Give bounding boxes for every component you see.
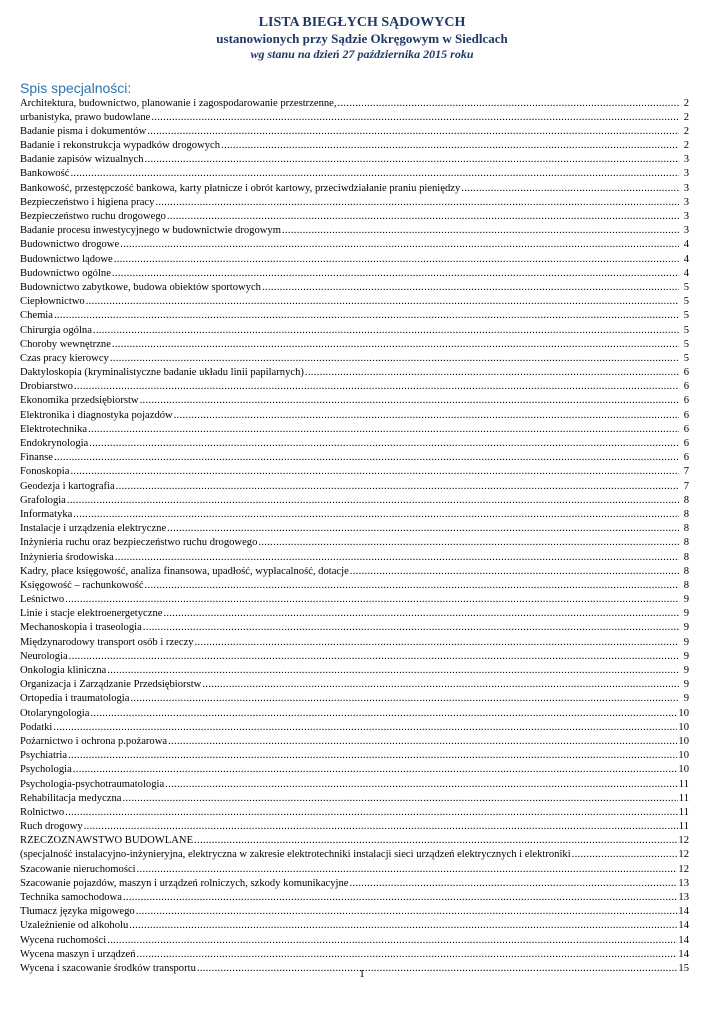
toc-entry[interactable] xyxy=(20,621,689,635)
toc-leader-dots xyxy=(258,536,679,550)
toc-entry-page: 12 xyxy=(678,863,689,875)
toc-entry[interactable] xyxy=(20,380,689,394)
toc-leader-dots xyxy=(54,309,679,323)
toc-entry[interactable] xyxy=(20,508,689,522)
toc-entry-label: Ciepłownictwo xyxy=(20,296,85,308)
toc-leader-dots xyxy=(147,125,679,139)
toc-entry-page: 3 xyxy=(683,168,689,180)
toc-leader-dots xyxy=(145,579,679,593)
document-subtitle: ustanowionych przy Sądzie Okręgowym w Siedlcach xyxy=(216,31,508,46)
table-of-contents xyxy=(20,97,689,977)
toc-leader-dots xyxy=(115,551,679,565)
toc-entry[interactable] xyxy=(20,210,689,224)
toc-entry[interactable] xyxy=(20,806,689,820)
toc-entry-label: Geodezja i kartografia xyxy=(20,480,115,492)
toc-entry[interactable] xyxy=(20,664,689,678)
toc-entry-page: 11 xyxy=(678,821,689,833)
toc-entry-label: Badanie pisma i dokumentów xyxy=(20,125,147,137)
toc-entry[interactable] xyxy=(20,423,689,437)
toc-leader-dots xyxy=(65,593,679,607)
toc-leader-dots xyxy=(461,182,679,196)
toc-entry[interactable] xyxy=(20,366,689,380)
toc-entry[interactable] xyxy=(20,451,689,465)
toc-entry-label: Bezpieczeństwo ruchu drogowego xyxy=(20,211,166,222)
toc-leader-dots xyxy=(74,380,679,394)
toc-leader-dots xyxy=(221,139,679,153)
toc-entry[interactable] xyxy=(20,607,689,621)
toc-entry-label: Linie i stacje elektroenergetyczne xyxy=(20,608,163,620)
toc-entry-page: 9 xyxy=(683,665,689,676)
toc-entry[interactable] xyxy=(20,792,689,806)
toc-entry-label: Mechanoskopia i traseologia xyxy=(20,622,142,634)
toc-entry-page: 10 xyxy=(678,721,689,733)
toc-entry-page: 4 xyxy=(683,253,689,265)
toc-entry-label: Ortopedia i traumatologia xyxy=(20,693,130,705)
toc-leader-dots xyxy=(70,167,679,181)
toc-entry[interactable] xyxy=(20,281,689,295)
toc-entry-label: urbanistyka, prawo budowlane xyxy=(20,111,151,123)
toc-entry[interactable] xyxy=(20,338,689,352)
toc-entry-label: Wycena ruchomości xyxy=(20,934,107,946)
toc-entry-page: 6 xyxy=(683,438,689,449)
toc-leader-dots xyxy=(338,97,679,111)
toc-leader-dots xyxy=(67,494,679,508)
toc-entry[interactable] xyxy=(20,394,689,408)
toc-entry-label: Chirurgia ogólna xyxy=(20,324,92,336)
toc-entry-label: Księgowość – rachunkowość xyxy=(20,579,144,591)
toc-entry-label: Architektura, budownictwo, planowanie i zagospodarowanie przestrzenne, xyxy=(20,97,337,109)
toc-leader-dots xyxy=(73,508,679,522)
toc-entry-label: Uzależnienie od alkoholu xyxy=(20,920,129,932)
toc-leader-dots xyxy=(167,522,679,536)
toc-entry-label: Bankowość xyxy=(20,168,70,180)
toc-entry-page: 5 xyxy=(683,310,689,322)
toc-entry-page: 2 xyxy=(683,140,689,152)
toc-entry-label: Badanie procesu inwestycyjnego w budownictwie drogowym xyxy=(20,225,281,237)
toc-entry-page: 4 xyxy=(683,267,689,279)
toc-entry[interactable] xyxy=(20,721,689,735)
toc-entry[interactable] xyxy=(20,465,689,479)
toc-entry-label: Leśnictwo xyxy=(20,594,65,606)
toc-leader-dots xyxy=(122,792,677,806)
toc-entry-page: 5 xyxy=(683,296,689,308)
toc-entry-page: 3 xyxy=(683,154,689,166)
toc-entry-label: Badanie zapisów wizualnych xyxy=(20,154,144,166)
toc-entry[interactable] xyxy=(20,934,689,948)
toc-entry-page: 9 xyxy=(683,608,689,620)
toc-leader-dots xyxy=(120,238,679,252)
toc-leader-dots xyxy=(112,338,679,352)
toc-entry-label: Podatki xyxy=(20,721,53,733)
toc-entry[interactable] xyxy=(20,735,689,749)
toc-entry-page: 11 xyxy=(678,792,689,804)
toc-entry-label: Fonoskopia xyxy=(20,466,70,478)
toc-entry[interactable] xyxy=(20,352,689,366)
toc-entry-page: 5 xyxy=(683,324,689,336)
toc-entry-page: 2 xyxy=(683,111,689,123)
toc-leader-dots xyxy=(70,465,679,479)
toc-entry[interactable] xyxy=(20,749,689,763)
toc-leader-dots xyxy=(137,948,678,962)
toc-entry[interactable] xyxy=(20,238,689,252)
toc-entry-page: 2 xyxy=(683,125,689,137)
toc-entry-page: 3 xyxy=(683,225,689,237)
toc-entry-label: Wycena maszyn i urządzeń xyxy=(20,948,136,960)
toc-entry-label: Instalacje i urządzenia elektryczne xyxy=(20,523,167,535)
toc-leader-dots xyxy=(195,636,679,650)
toc-entry[interactable] xyxy=(20,494,689,508)
toc-entry-page: 9 xyxy=(683,594,689,606)
toc-leader-dots xyxy=(110,352,679,366)
toc-leader-dots xyxy=(130,692,679,706)
toc-entry-page: 5 xyxy=(683,352,689,364)
toc-entry-label: Szacowanie nieruchomości xyxy=(20,863,136,875)
toc-entry-label: Choroby wewnętrzne xyxy=(20,338,111,350)
toc-entry[interactable] xyxy=(20,224,689,238)
toc-entry-page: 6 xyxy=(683,452,689,464)
toc-entry[interactable] xyxy=(20,650,689,664)
toc-entry[interactable] xyxy=(20,253,689,267)
toc-entry-label: Kadry, płace księgowość, analiza finansowa, upadłość, wypłacalność, dotacje xyxy=(20,565,349,577)
toc-leader-dots xyxy=(350,565,679,579)
toc-entry[interactable] xyxy=(20,182,689,196)
toc-entry-label: Wycena i szacowanie środków transportu xyxy=(20,962,196,974)
toc-entry-page: 6 xyxy=(683,381,689,393)
toc-entry[interactable] xyxy=(20,480,689,494)
toc-entry[interactable] xyxy=(20,167,689,181)
toc-leader-dots xyxy=(84,820,678,834)
toc-entry-page: 8 xyxy=(683,551,689,563)
toc-entry-label: Szacowanie pojazdów, maszyn i urządzeń rolniczych, szkody komunikacyjne xyxy=(20,877,349,889)
toc-entry-page: 14 xyxy=(678,920,689,932)
toc-leader-dots xyxy=(145,153,679,167)
toc-entry-label: Budownictwo drogowe xyxy=(20,239,120,251)
toc-entry-page: 8 xyxy=(683,537,689,549)
toc-leader-dots xyxy=(194,834,677,848)
toc-entry[interactable] xyxy=(20,707,689,721)
toc-entry-page: 14 xyxy=(678,934,689,946)
toc-entry-page: 9 xyxy=(683,636,689,648)
document-title: LISTA BIEGŁYCH SĄDOWYCH xyxy=(258,15,466,30)
toc-entry-label: Daktyloskopia (kryminalistyczne badanie układu linii papilarnych) xyxy=(20,367,304,379)
toc-entry-page: 13 xyxy=(678,877,689,889)
toc-entry-page: 15 xyxy=(678,962,689,974)
toc-entry[interactable] xyxy=(20,324,689,338)
toc-leader-dots xyxy=(167,210,679,224)
toc-leader-dots xyxy=(202,678,679,692)
toc-entry-page: 7 xyxy=(683,480,689,492)
toc-entry-label: Pożarnictwo i ochrona p.pożarowa xyxy=(20,735,168,747)
toc-entry-page: 10 xyxy=(678,707,689,719)
toc-entry-label: Psychologia-psychotraumatologia xyxy=(20,778,165,790)
toc-entry[interactable] xyxy=(20,153,689,167)
toc-entry[interactable] xyxy=(20,863,689,877)
toc-entry-label: Budownictwo ogólne xyxy=(20,267,111,279)
toc-entry-label: Neurologia xyxy=(20,650,68,662)
toc-entry-page: 12 xyxy=(678,849,689,861)
toc-leader-dots xyxy=(107,934,677,948)
toc-entry[interactable] xyxy=(20,565,689,579)
toc-entry-page: 10 xyxy=(678,735,689,747)
toc-leader-dots xyxy=(129,919,677,933)
toc-entry[interactable] xyxy=(20,778,689,792)
toc-entry[interactable] xyxy=(20,820,689,834)
toc-entry-label: RZECZOZNAWSTWO BUDOWLANE xyxy=(20,835,194,847)
toc-entry-page: 14 xyxy=(678,948,689,960)
toc-leader-dots xyxy=(136,905,678,919)
toc-entry-page: 13 xyxy=(678,892,689,903)
toc-leader-dots xyxy=(112,267,679,281)
toc-entry-label: Ruch drogowy xyxy=(20,821,83,833)
toc-leader-dots xyxy=(174,409,679,423)
toc-leader-dots xyxy=(65,806,678,820)
toc-entry[interactable] xyxy=(20,891,689,905)
toc-entry-label: Czas pracy kierowcy xyxy=(20,352,109,364)
toc-entry-page: 9 xyxy=(683,622,689,634)
toc-leader-dots xyxy=(163,607,679,621)
toc-leader-dots xyxy=(114,253,679,267)
toc-leader-dots xyxy=(151,111,679,125)
toc-entry-label: Tłumacz języka migowego xyxy=(20,906,135,918)
toc-entry-page: 3 xyxy=(683,196,689,208)
toc-entry[interactable] xyxy=(20,111,689,125)
toc-entry-label: Bankowość, przestępczość bankowa, karty płatnicze i obrót kartowy, przeciwdziałanie praniu pieniędzy xyxy=(20,182,461,194)
toc-entry[interactable] xyxy=(20,593,689,607)
toc-entry[interactable] xyxy=(20,409,689,423)
toc-entry-page: 9 xyxy=(683,679,689,691)
toc-entry[interactable] xyxy=(20,579,689,593)
toc-entry[interactable] xyxy=(20,522,689,536)
toc-leader-dots xyxy=(143,621,679,635)
toc-entry-label: Elektrotechnika xyxy=(20,423,88,435)
toc-entry[interactable] xyxy=(20,551,689,565)
toc-entry[interactable] xyxy=(20,948,689,962)
toc-entry-page: 8 xyxy=(683,565,689,577)
toc-entry-page: 6 xyxy=(683,367,689,379)
toc-entry[interactable] xyxy=(20,309,689,323)
toc-leader-dots xyxy=(282,224,679,238)
toc-leader-dots xyxy=(53,721,677,735)
toc-entry[interactable] xyxy=(20,905,689,919)
toc-leader-dots xyxy=(165,778,678,792)
toc-leader-dots xyxy=(69,650,679,664)
toc-entry-page: 5 xyxy=(683,338,689,350)
toc-entry[interactable] xyxy=(20,678,689,692)
toc-leader-dots xyxy=(54,451,679,465)
document-date-line: wg stanu na dzień 27 października 2015 roku xyxy=(250,47,474,61)
toc-entry[interactable] xyxy=(20,877,689,891)
toc-leader-dots xyxy=(73,763,678,777)
toc-entry[interactable] xyxy=(20,692,689,706)
toc-entry[interactable] xyxy=(20,437,689,451)
toc-leader-dots xyxy=(90,707,677,721)
toc-entry-page: 6 xyxy=(683,423,689,435)
toc-leader-dots xyxy=(572,848,678,862)
toc-leader-dots xyxy=(305,366,679,380)
toc-leader-dots xyxy=(262,281,679,295)
toc-entry-label: Budownictwo lądowe xyxy=(20,253,113,265)
toc-entry-page: 6 xyxy=(683,395,689,407)
toc-entry-label: Onkologia kliniczna xyxy=(20,665,107,676)
toc-leader-dots xyxy=(116,480,679,494)
toc-leader-dots xyxy=(107,664,679,678)
toc-leader-dots xyxy=(93,324,679,338)
toc-entry-page: 11 xyxy=(678,806,689,818)
toc-leader-dots xyxy=(349,877,677,891)
toc-entry[interactable] xyxy=(20,834,689,848)
toc-entry-page: 9 xyxy=(683,693,689,705)
toc-entry-page: 8 xyxy=(683,579,689,591)
toc-entry[interactable] xyxy=(20,196,689,210)
toc-entry-label: Finanse xyxy=(20,452,53,464)
toc-entry-label: Budownictwo zabytkowe, budowa obiektów sportowych xyxy=(20,281,261,293)
toc-entry-label: Rolnictwo xyxy=(20,806,65,818)
toc-entry-page: 14 xyxy=(678,906,689,918)
toc-entry-label: Bezpieczeństwo i higiena pracy xyxy=(20,196,155,208)
toc-entry-page: 10 xyxy=(678,764,689,776)
document-header xyxy=(0,14,724,62)
toc-entry-label: Informatyka xyxy=(20,508,73,520)
toc-entry-label: Drobiarstwo xyxy=(20,381,73,393)
toc-entry-page: 8 xyxy=(683,523,689,535)
toc-entry-label: Psychiatria xyxy=(20,750,68,762)
toc-leader-dots xyxy=(137,863,678,877)
toc-entry[interactable] xyxy=(20,636,689,650)
toc-entry-label: Badanie i rekonstrukcja wypadków drogowych xyxy=(20,140,221,152)
toc-entry[interactable] xyxy=(20,848,689,862)
toc-leader-dots xyxy=(140,394,679,408)
toc-entry-page: 4 xyxy=(683,239,689,251)
toc-entry[interactable] xyxy=(20,125,689,139)
toc-entry-label: Inżynieria ruchu oraz bezpieczeństwo ruchu drogowego xyxy=(20,537,258,549)
toc-entry-page: 3 xyxy=(683,211,689,222)
toc-entry-page: 5 xyxy=(683,281,689,293)
toc-entry-page: 10 xyxy=(678,750,689,762)
toc-entry-label: Inżynieria środowiska xyxy=(20,551,114,563)
toc-entry-page: 12 xyxy=(678,835,689,847)
toc-entry-label: Otolaryngologia xyxy=(20,707,90,719)
toc-entry[interactable] xyxy=(20,536,689,550)
toc-entry-label: Technika samochodowa xyxy=(20,892,122,903)
toc-entry-label: Endokrynologia xyxy=(20,438,89,449)
toc-entry-page: 9 xyxy=(683,650,689,662)
toc-entry-label: Organizacja i Zarządzanie Przedsiębiorstw xyxy=(20,679,202,691)
toc-leader-dots xyxy=(155,196,679,210)
toc-entry-label: Psychologia xyxy=(20,764,72,776)
toc-entry-page: 8 xyxy=(683,508,689,520)
toc-entry[interactable] xyxy=(20,763,689,777)
toc-entry-label: Elektronika i diagnostyka pojazdów xyxy=(20,409,173,421)
page-number: 1 xyxy=(359,968,365,980)
toc-entry-page: 6 xyxy=(683,409,689,421)
toc-leader-dots xyxy=(68,749,677,763)
toc-entry-label: Ekonomika przedsiębiorstw xyxy=(20,395,139,407)
toc-leader-dots xyxy=(86,295,679,309)
toc-entry-page: 7 xyxy=(683,466,689,478)
toc-entry-page: 3 xyxy=(683,182,689,194)
toc-entry-page: 11 xyxy=(678,778,689,790)
toc-leader-dots xyxy=(123,891,677,905)
toc-entry-page: 8 xyxy=(683,494,689,506)
toc-entry[interactable] xyxy=(20,919,689,933)
toc-entry-label: Międzynarodowy transport osób i rzeczy xyxy=(20,636,194,648)
toc-entry[interactable] xyxy=(20,295,689,309)
toc-entry-page: 2 xyxy=(683,97,689,109)
toc-leader-dots xyxy=(168,735,677,749)
toc-entry-label: Rehabilitacja medyczna xyxy=(20,792,122,804)
toc-leader-dots xyxy=(88,423,679,437)
toc-entry[interactable] xyxy=(20,139,689,153)
toc-entry-label: (specjalność instalacyjno-inżynieryjna, elektryczna w zakresie elektrotechniki instalacji sieci urządzeń elektrycznych i elektroniki xyxy=(20,849,571,861)
toc-entry[interactable] xyxy=(20,267,689,281)
toc-entry[interactable] xyxy=(20,97,689,111)
toc-entry-label: Chemia xyxy=(20,310,53,322)
toc-leader-dots xyxy=(89,437,679,451)
toc-heading: Spis specjalności: xyxy=(20,80,132,96)
toc-entry-label: Grafologia xyxy=(20,494,66,506)
